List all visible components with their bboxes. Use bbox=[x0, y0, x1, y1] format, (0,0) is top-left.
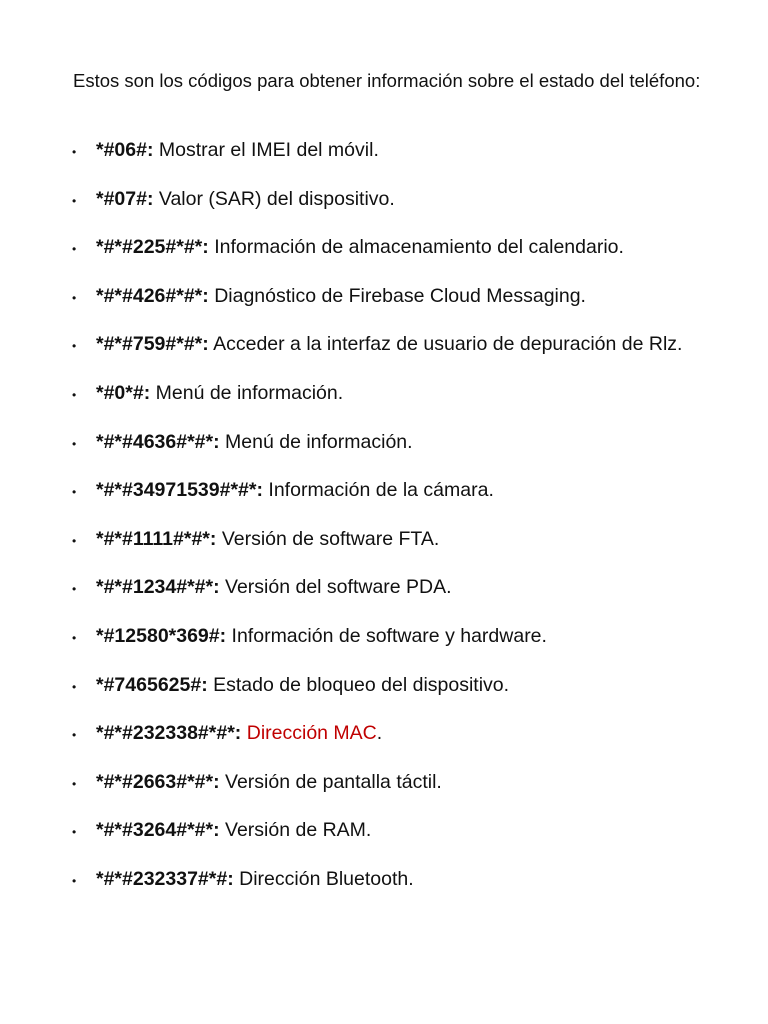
code-description: Información de almacenamiento del calendario. bbox=[214, 236, 624, 259]
bullet-icon: • bbox=[72, 728, 77, 743]
code-label: *#*#1234#*#*: bbox=[96, 576, 220, 599]
list-item bbox=[0, 477, 696, 504]
code-description: Acceder a la interfaz de usuario de depuración de Rlz. bbox=[213, 333, 683, 356]
list-item bbox=[0, 429, 696, 456]
description-suffix: . bbox=[376, 722, 383, 745]
code-description: Menú de información. bbox=[225, 430, 413, 453]
bullet-icon: • bbox=[72, 290, 77, 305]
code-label: *#07#: bbox=[96, 187, 154, 210]
code-label: *#*#225#*#*: bbox=[96, 236, 209, 259]
list-item bbox=[0, 331, 696, 358]
list-item bbox=[0, 186, 696, 213]
code-label: *#7465625#: bbox=[96, 673, 208, 696]
code-label: *#*#2663#*#*: bbox=[96, 770, 220, 793]
bullet-icon: • bbox=[72, 533, 77, 548]
list-item bbox=[0, 769, 696, 796]
bullet-icon: • bbox=[72, 436, 77, 451]
code-label: *#06#: bbox=[96, 139, 154, 161]
list-item bbox=[0, 234, 696, 261]
bullet-icon: • bbox=[72, 582, 77, 597]
code-label: *#0*#: bbox=[96, 381, 151, 404]
list-item bbox=[0, 672, 696, 699]
code-description: Información de la cámara. bbox=[268, 479, 494, 502]
intro-paragraph: Estos son los códigos para obtener información sobre el estado del teléfono: bbox=[73, 70, 701, 91]
code-description: Versión de pantalla táctil. bbox=[225, 770, 442, 793]
list-item bbox=[0, 574, 696, 601]
code-description: Estado de bloqueo del dispositivo. bbox=[213, 673, 510, 696]
code-description: Dirección Bluetooth. bbox=[239, 867, 414, 890]
bullet-icon: • bbox=[72, 630, 77, 645]
code-label: *#*#4636#*#*: bbox=[96, 430, 220, 453]
codes-list bbox=[0, 137, 768, 915]
list-item bbox=[0, 283, 696, 310]
code-label: *#*#232337#*#: bbox=[96, 867, 234, 890]
bullet-icon: • bbox=[72, 679, 77, 694]
bullet-icon: • bbox=[72, 873, 77, 888]
bullet-icon: • bbox=[72, 485, 77, 500]
mac-address-link[interactable]: Dirección MAC bbox=[246, 722, 377, 745]
code-label: *#*#759#*#*: bbox=[96, 333, 209, 356]
bullet-icon: • bbox=[72, 776, 77, 791]
list-item bbox=[0, 137, 696, 164]
list-item bbox=[0, 623, 696, 650]
code-description: Diagnóstico de Firebase Cloud Messaging. bbox=[214, 284, 586, 307]
code-description: Versión de RAM. bbox=[225, 819, 372, 842]
code-label: *#*#1111#*#*: bbox=[96, 527, 217, 550]
bullet-icon: • bbox=[72, 387, 77, 402]
code-label: *#*#232338#*#*: bbox=[96, 722, 242, 745]
list-item bbox=[0, 380, 696, 407]
code-description: Valor (SAR) del dispositivo. bbox=[158, 187, 395, 210]
code-label: *#*#34971539#*#*: bbox=[96, 479, 263, 502]
code-description: Mostrar el IMEI del móvil. bbox=[158, 139, 379, 161]
code-description: Menú de información. bbox=[155, 381, 344, 404]
list-item bbox=[0, 817, 696, 844]
list-item bbox=[0, 866, 696, 893]
bullet-icon: • bbox=[72, 242, 77, 257]
code-description: Versión del software PDA. bbox=[225, 576, 452, 599]
code-description: Versión de software FTA. bbox=[221, 527, 440, 550]
bullet-icon: • bbox=[72, 339, 77, 354]
bullet-icon: • bbox=[72, 145, 77, 159]
code-label: *#*#426#*#*: bbox=[96, 284, 209, 307]
code-label: *#*#3264#*#*: bbox=[96, 819, 220, 842]
code-label: *#12580*369#: bbox=[96, 624, 227, 647]
code-description: Información de software y hardware. bbox=[231, 624, 547, 647]
list-item bbox=[0, 720, 696, 747]
bullet-icon: • bbox=[72, 825, 77, 840]
list-item bbox=[0, 526, 696, 553]
bullet-icon: • bbox=[72, 193, 77, 208]
